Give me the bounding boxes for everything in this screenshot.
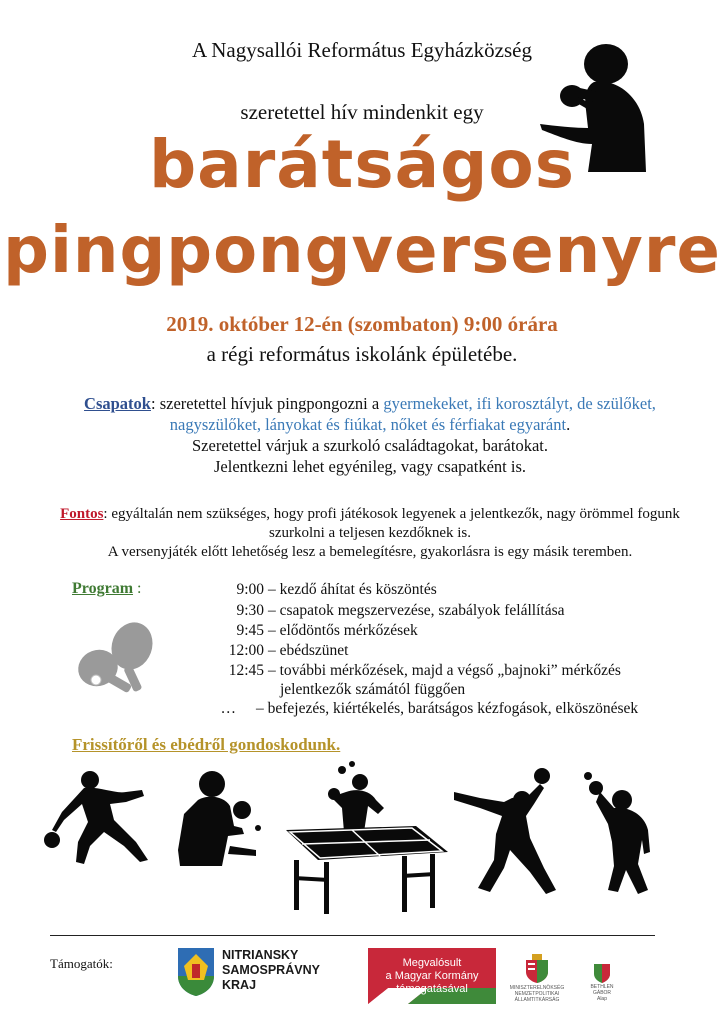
government-support-text: [368, 957, 496, 996]
title-line-2: pingpongversenyre: [3, 214, 721, 288]
teams-intro: : szeretettel hívjuk pingpongozni a: [150, 394, 384, 413]
program-text: jelentkezők számától függően: [280, 681, 466, 698]
important-label: Fontos: [60, 506, 104, 522]
nitra-coat-of-arms-icon: [176, 946, 216, 998]
ministry-name: [505, 985, 569, 1003]
sponsors-label: Támogatók:: [50, 956, 113, 971]
hungarian-coat-of-arms-icon: [524, 954, 550, 984]
invite-text: szeretettel hív mindenkit egy: [240, 100, 484, 124]
nitra-region-name: [222, 948, 320, 993]
player-silhouette-icon: [536, 40, 648, 172]
important-line-2: A versenyjáték előtt lehetőség lesz a bemelegítésre, gyakorlásra is egy másik teremben.: [107, 544, 633, 560]
ping-pong-table-icon: [280, 756, 450, 916]
program-time: 9:00: [236, 581, 264, 598]
program-colon: :: [137, 580, 142, 597]
program-text: – további mérkőzések, majd a végső „bajnoki” mérkőzés: [268, 662, 621, 679]
footer-divider: [50, 935, 655, 936]
gov-line: támogatásával: [396, 983, 468, 995]
program-text: – elődöntős mérkőzések: [268, 622, 418, 639]
bethlen-line: BETHLEN GÁBOR: [590, 984, 614, 996]
gov-line: a Magyar Kormány: [385, 970, 479, 982]
bethlen-gabor-logo-icon: [592, 962, 612, 984]
program-time: 9:30: [236, 602, 264, 619]
nitra-line: KRAJ: [222, 978, 257, 992]
teams-line-3: Jelentkezni lehet egyénileg, vagy csapatként is.: [213, 457, 526, 476]
program-time: …: [220, 700, 236, 717]
important-paragraph: [60, 505, 680, 562]
nitra-line: NITRIANSKY: [222, 948, 299, 962]
event-place: a régi református iskolánk épületébe.: [206, 342, 518, 366]
ministry-line: MINISZTERELNÖKSÉG: [509, 985, 565, 991]
nitra-line: SAMOSPRÁVNY: [222, 963, 320, 977]
organizer: A Nagysallói Református Egyházközség: [192, 38, 532, 62]
bethlen-line: Alap: [596, 996, 607, 1002]
player-silhouette-icon: [578, 770, 668, 896]
important-text: : egyáltalán nem szükséges, hogy profi játékosok legyenek a jelentkezők, nagy örömmel fogunk szurkolni a teljesen kezdőknek is.: [103, 506, 680, 541]
gov-line: Megvalósult: [402, 957, 462, 969]
program-text: – kezdő áhítat és köszöntés: [268, 581, 437, 598]
ministry-line: NEMZETPOLITIKAI ÁLLAMTITKÁRSÁG: [514, 991, 560, 1003]
teams-end: .: [566, 415, 571, 434]
bethlen-gabor-name: [582, 984, 622, 1002]
program-time: 12:00: [228, 642, 264, 659]
program-text: – befejezés, kiértékelés, barátságos kézfogások, elköszönések: [256, 700, 639, 717]
program-time: 12:45: [228, 662, 264, 679]
teams-line-2: Szeretettel várjuk a szurkoló családtagokat, barátokat.: [192, 436, 548, 455]
teams-label: Csapatok: [84, 394, 151, 413]
player-silhouette-icon: [44, 768, 154, 866]
title-line-1: barátságos: [148, 126, 576, 203]
program-time: 9:45: [236, 622, 264, 639]
program-text: – ebédszünet: [268, 642, 349, 659]
program-label: Program: [72, 580, 134, 597]
teams-groups: gyermekeket, ifi korosztályt, de szülőket, nagyszülőket, lányokat és fiúkat, nőket és férfiakat egyaránt: [169, 394, 656, 434]
player-silhouette-icon: [172, 770, 272, 870]
paddles-icon: [72, 616, 162, 702]
teams-paragraph: [60, 393, 680, 477]
event-date: 2019. október 12-én (szombaton) 9:00 órára: [166, 312, 558, 336]
program-text: – csapatok megszervezése, szabályok felállítása: [268, 602, 565, 619]
player-silhouette-icon: [450, 768, 560, 896]
food-note: Frissítőről és ebédről gondoskodunk.: [72, 735, 341, 754]
